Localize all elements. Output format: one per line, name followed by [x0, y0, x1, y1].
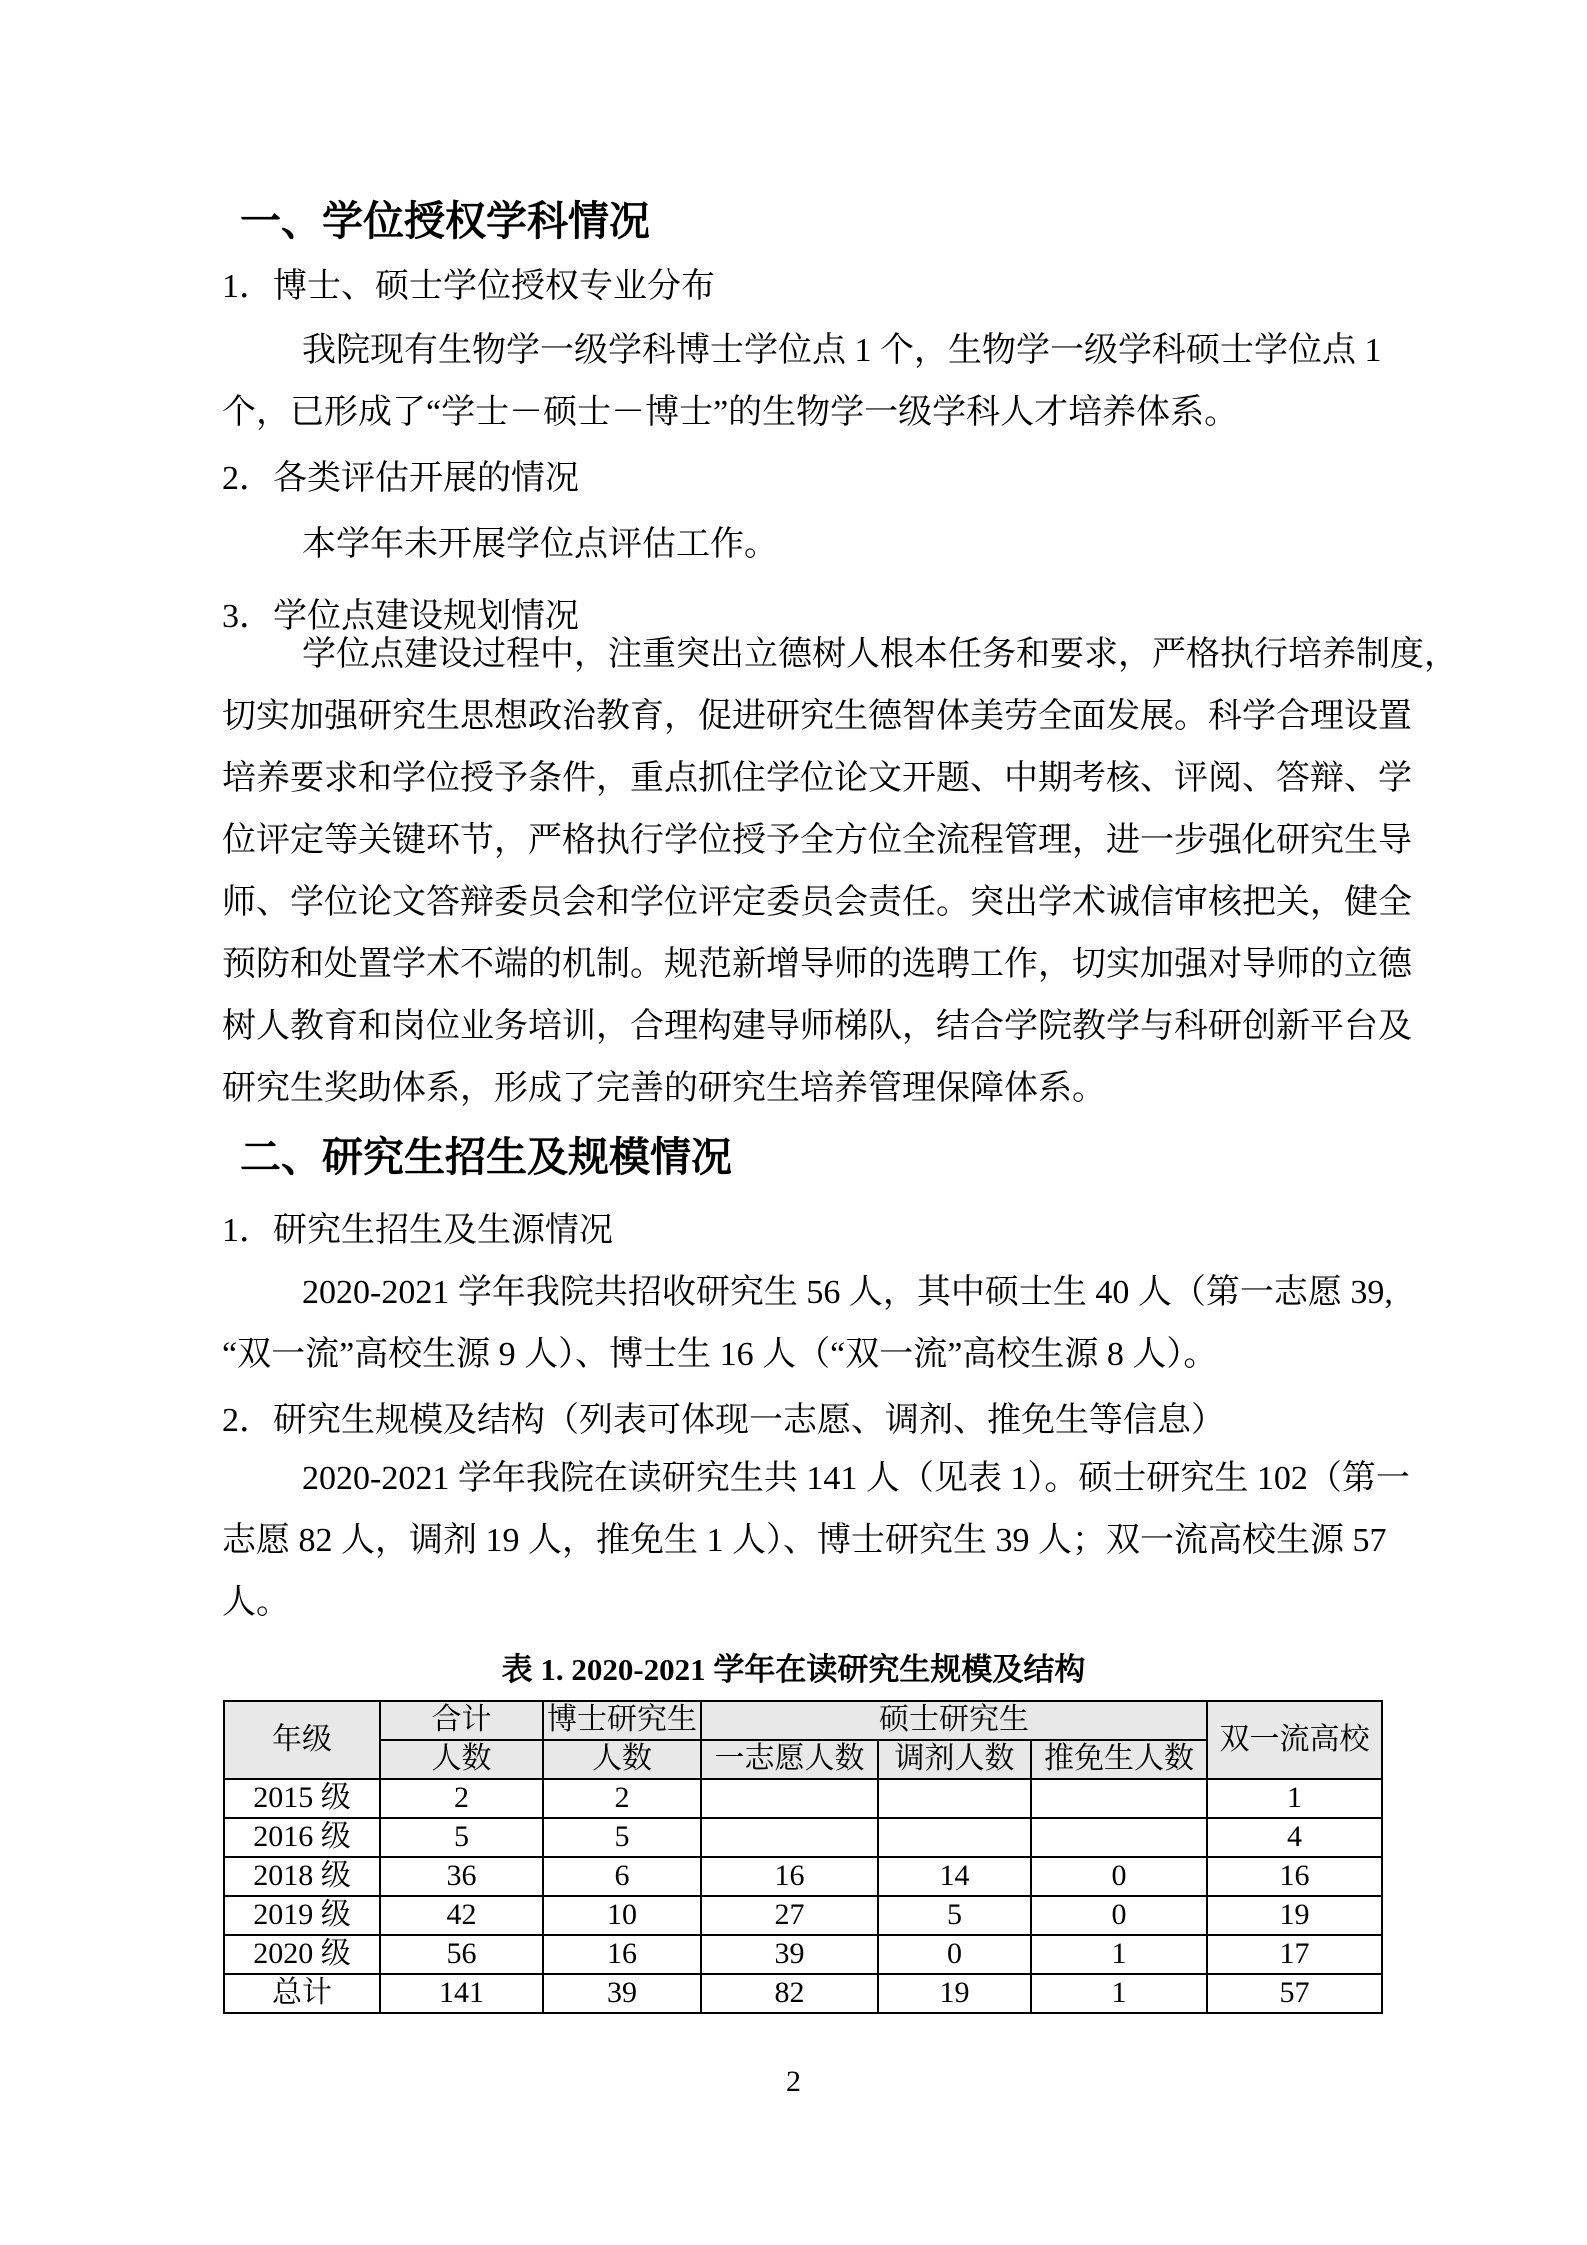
cell-total: 36 [380, 1857, 543, 1896]
cell-exempt: 1 [1031, 1935, 1207, 1974]
paragraph-line: 2020-2021 学年我院共招收研究生 56 人，其中硕士生 40 人（第一志愿 39, [302, 1274, 1393, 1311]
cell-exempt [1031, 1818, 1207, 1857]
cell-adjust: 14 [878, 1857, 1031, 1896]
cell-phd: 5 [543, 1818, 701, 1857]
paragraph-line: 2020-2021 学年我院在读研究生共 141 人（见表 1）。硕士研究生 102（第一 [302, 1460, 1410, 1497]
paragraph-1 [222, 320, 1382, 444]
cell-first [701, 1818, 878, 1857]
paragraph-line: 培养要求和学位授予条件，重点抓住学位论文开题、中期考核、评阅、答辩、学 [222, 760, 1412, 797]
paragraph-line: 预防和处置学术不端的机制。规范新增导师的选聘工作，切实加强对导师的立德 [222, 946, 1412, 983]
paragraph-line: 志愿 82 人，调剂 19 人，推免生 1 人）、博士研究生 39 人；双一流高校生源 57 [222, 1522, 1387, 1559]
cell-total: 56 [380, 1935, 543, 1974]
header-first-choice-count: 一志愿人数 [701, 1740, 878, 1779]
cell-dfc: 57 [1207, 1974, 1382, 2013]
cell-exempt: 0 [1031, 1857, 1207, 1896]
paragraph-line: 位评定等关键环节，严格执行学位授予全方位全流程管理，进一步强化研究生导 [222, 822, 1412, 859]
section-heading-1: 一、学位授权学科情况 [240, 198, 650, 244]
paragraph-line: 师、学位论文答辩委员会和学位评定委员会责任。突出学术诚信审核把关，健全 [222, 884, 1412, 921]
cell-exempt [1031, 1779, 1207, 1818]
cell-adjust [878, 1818, 1031, 1857]
cell-phd: 39 [543, 1974, 701, 2013]
paragraph-2 [222, 514, 778, 576]
cell-total: 42 [380, 1896, 543, 1935]
table-row [224, 1779, 1382, 1818]
table-caption: 表 1. 2020-2021 学年在读研究生规模及结构 [501, 1652, 1086, 1687]
header-master: 硕士研究生 [701, 1701, 1207, 1740]
cell-first [701, 1779, 878, 1818]
cell-grade: 2020 级 [224, 1935, 380, 1974]
list-item-1-2: 2．各类评估开展的情况 [222, 460, 579, 497]
header-phd-count: 人数 [543, 1740, 701, 1779]
cell-dfc: 16 [1207, 1857, 1382, 1896]
paragraph-4 [222, 1262, 1393, 1386]
list-item-2-2: 2．研究生规模及结构（列表可体现一志愿、调剂、推免生等信息） [222, 1402, 1225, 1439]
cell-dfc: 4 [1207, 1818, 1382, 1857]
paragraph-line: 树人教育和岗位业务培训，合理构建导师梯队，结合学院教学与科研创新平台及 [222, 1008, 1412, 1045]
header-total-count: 人数 [380, 1740, 543, 1779]
cell-phd: 10 [543, 1896, 701, 1935]
cell-first: 82 [701, 1974, 878, 2013]
cell-adjust: 5 [878, 1896, 1031, 1935]
cell-grade: 2019 级 [224, 1896, 380, 1935]
table-row-total [224, 1974, 1382, 2013]
cell-exempt: 1 [1031, 1974, 1207, 2013]
paragraph-line: 本学年未开展学位点评估工作。 [302, 526, 778, 563]
cell-phd: 6 [543, 1857, 701, 1896]
header-grade: 年级 [224, 1701, 380, 1779]
cell-dfc: 17 [1207, 1935, 1382, 1974]
cell-adjust: 0 [878, 1935, 1031, 1974]
paragraph-line: 我院现有生物学一级学科博士学位点 1 个，生物学一级学科硕士学位点 1 [302, 332, 1382, 369]
cell-first: 16 [701, 1857, 878, 1896]
paragraph-line: 人。 [222, 1584, 290, 1621]
header-total: 合计 [380, 1701, 543, 1740]
table-row [224, 1818, 1382, 1857]
paragraph-line: 个，已形成了“学士－硕士－博士”的生物学一级学科人才培养体系。 [222, 394, 1239, 431]
cell-grade: 2016 级 [224, 1818, 380, 1857]
cell-first: 39 [701, 1935, 878, 1974]
list-item-1-1: 1．博士、硕士学位授权专业分布 [222, 268, 715, 305]
enrollment-table [223, 1700, 1383, 2014]
table-header-row-1 [224, 1701, 1382, 1740]
cell-total: 2 [380, 1779, 543, 1818]
header-adjusted-count: 调剂人数 [878, 1740, 1031, 1779]
section-heading-2: 二、研究生招生及规模情况 [240, 1134, 732, 1180]
header-exempt-count: 推免生人数 [1031, 1740, 1207, 1779]
cell-first: 27 [701, 1896, 878, 1935]
table-row [224, 1857, 1382, 1896]
paragraph-5 [222, 1448, 1410, 1634]
paragraph-line: 研究生奖助体系，形成了完善的研究生培养管理保障体系。 [222, 1070, 1106, 1107]
cell-adjust [878, 1779, 1031, 1818]
paragraph-3 [222, 624, 1458, 1120]
cell-total: 141 [380, 1974, 543, 2013]
table-row [224, 1896, 1382, 1935]
cell-grade: 总计 [224, 1974, 380, 2013]
paragraph-line: “双一流”高校生源 9 人）、博士生 16 人（“双一流”高校生源 8 人）。 [222, 1336, 1218, 1373]
page-number: 2 [786, 2065, 801, 2098]
cell-grade: 2018 级 [224, 1857, 380, 1896]
cell-dfc: 1 [1207, 1779, 1382, 1818]
header-double-first-class: 双一流高校 [1207, 1701, 1382, 1779]
cell-dfc: 19 [1207, 1896, 1382, 1935]
paragraph-line: 切实加强研究生思想政治教育，促进研究生德智体美劳全面发展。科学合理设置 [222, 698, 1412, 735]
cell-phd: 16 [543, 1935, 701, 1974]
cell-total: 5 [380, 1818, 543, 1857]
list-item-2-1: 1．研究生招生及生源情况 [222, 1212, 613, 1249]
table-row [224, 1935, 1382, 1974]
cell-exempt: 0 [1031, 1896, 1207, 1935]
paragraph-line: 学位点建设过程中，注重突出立德树人根本任务和要求，严格执行培养制度， [302, 636, 1458, 673]
cell-grade: 2015 级 [224, 1779, 380, 1818]
cell-adjust: 19 [878, 1974, 1031, 2013]
list-item-1-3: 3．学位点建设规划情况 [222, 598, 579, 635]
header-phd: 博士研究生 [543, 1701, 701, 1740]
enrollment-table-wrap [223, 1700, 1383, 2014]
cell-phd: 2 [543, 1779, 701, 1818]
